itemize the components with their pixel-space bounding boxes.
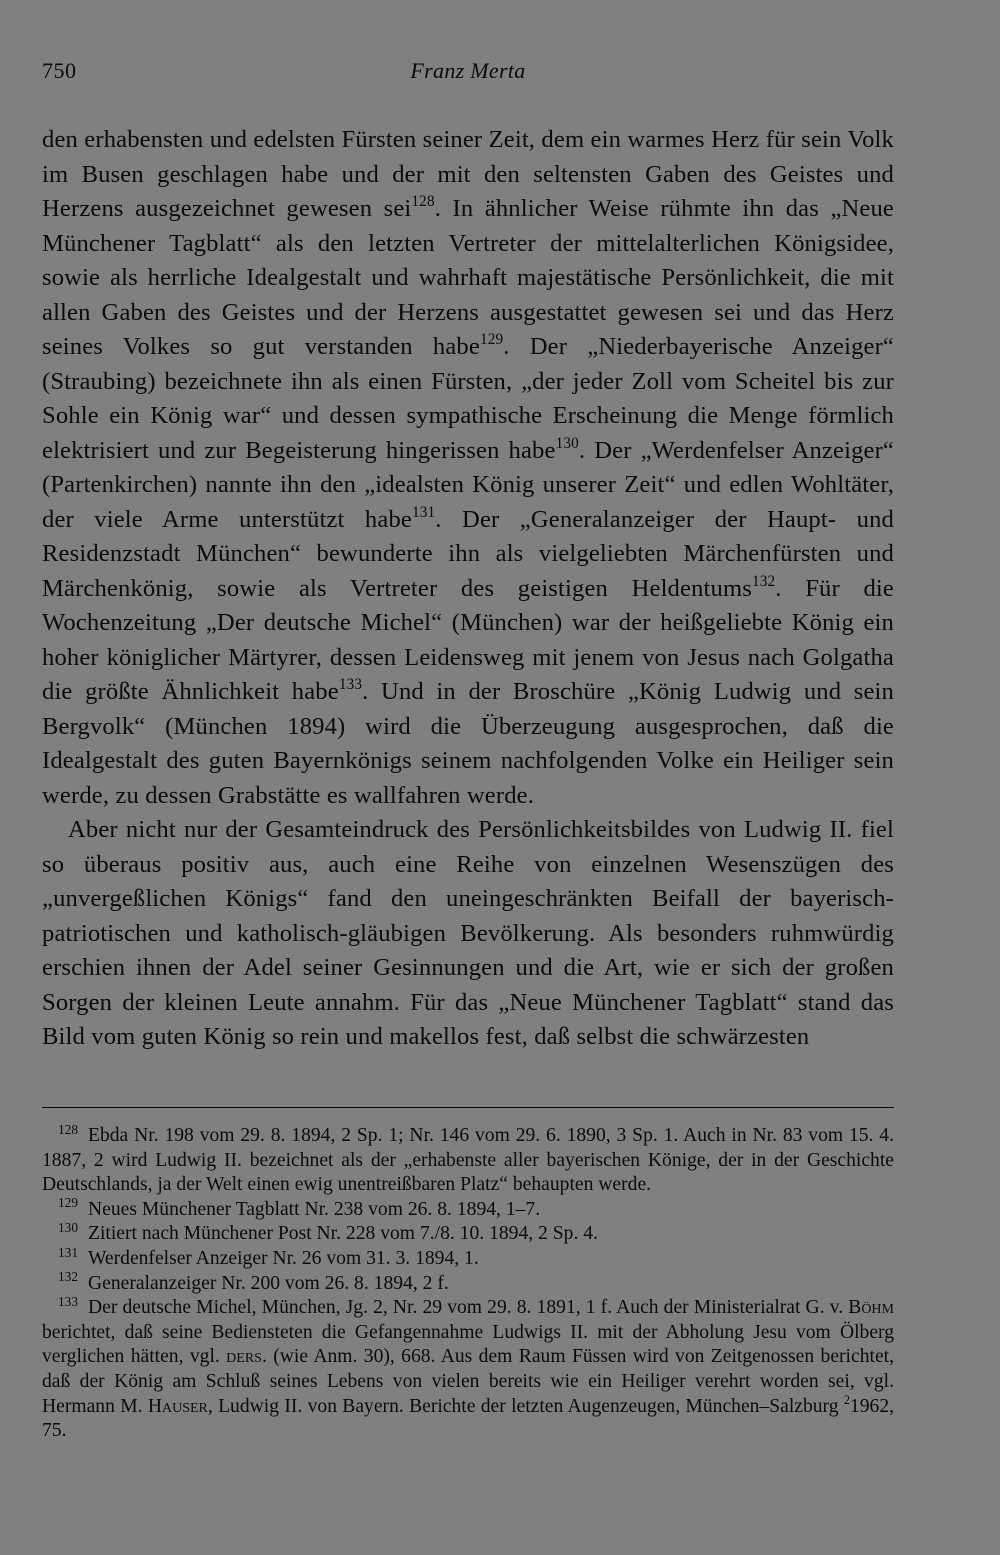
footnote-text: Zitiert nach Münchener Post Nr. 228 vom 7./8. 10. 1894, 2 Sp. 4. [88, 1223, 598, 1245]
text-segment: den erhabensten und edelsten Fürsten seiner Zeit, dem ein warmes Herz für sein Volk im Busen geschlagen habe und der mit den seltensten Gaben des Geistes und Herzens ausgezeichnet gewesen sei [42, 126, 894, 222]
footnote-ref-132[interactable]: 132 [751, 572, 776, 590]
text-segment: . Der „Niederbayerische Anzeiger“ (Straubing) bezeichnete ihn als einen Fürsten, „der jeder Zoll vom Scheitel bis zur Sohle ein König war“ und dessen sympathische Erscheinung die Menge förmlich elektrisiert und zur Begeisterung hingerissen habe [42, 333, 894, 464]
footnote-rule [42, 1107, 894, 1108]
footnote-129: 129 Neues Münchener Tagblatt Nr. 238 vom 26. 8. 1894, 1–7. [58, 1195, 541, 1220]
edition-number: 2 [843, 1392, 850, 1407]
page-number: 750 [42, 58, 77, 83]
footnote-130: 130 Zitiert nach Münchener Post Nr. 228 vom 7./8. 10. 1894, 2 Sp. 4. [58, 1220, 598, 1245]
footnote-text: Der deutsche Michel, München, Jg. 2, Nr. 29 vom 29. 8. 1891, 1 f. Auch der Ministerialrat G. v. [88, 1297, 849, 1319]
footnote-ref-131[interactable]: 131 [411, 503, 436, 521]
footnotes [42, 1121, 895, 1444]
running-head: Franz Merta [410, 58, 526, 83]
text-segment: . Der „Generalanzeiger der Haupt- und Residenzstadt München“ bewunderte ihn als vielgeliebten Märchenfürsten und Märchenkönig, sowie als Vertreter des geistigen Heldentums [42, 505, 894, 602]
text-segment: . Und in der Broschüre „König Ludwig und sein Bergvolk“ (München 1894) wird die Überzeugung ausgesprochen, daß die Idealgestalt des guten Bayernkönigs seinem nachfolgenden Volke ein Heiliger sein werde, zu dessen Grabstätte es wallfahren werde. [42, 678, 894, 809]
author-name: Hauser [147, 1395, 208, 1417]
footnote-text: (wie Anm. 30), 668. Aus dem Raum Füssen wird von Zeitgenossen berichtet, daß der König am Schluß seines Lebens von vielen bereits wie ein Heiliger verehrt worden sei, vgl. Hermann M. [42, 1346, 894, 1417]
text-segment: . Der „Werdenfelser Anzeiger“ (Partenkirchen) nannte ihn den „idealsten König unserer Zeit“ und edlen Wohltäter, der viele Arme unterstützt habe [42, 436, 894, 533]
footnote-ref-129[interactable]: 129 [479, 331, 504, 349]
footnote-text: Neues Münchener Tagblatt Nr. 238 vom 26. 8. 1894, 1–7. [88, 1198, 541, 1220]
footnote-text: Ebda Nr. 198 vom 29. 8. 1894, 2 Sp. 1; Nr. 146 vom 29. 6. 1890, 3 Sp. 1. Auch in Nr. 83 vom 15. 4. 1887, 2 wird Ludwig II. bezeichnet als der „erhabenste aller bayerischen Könige, der in der Geschichte Deutschlands, ja der Welt einen ewig unentreißbaren Platz“ behaupten werde. [42, 1125, 894, 1196]
text-segment: . Für die Wochenzeitung „Der deutsche Michel“ (München) war der heißgeliebte König ein hoher königlicher Märtyrer, dessen Leidensweg mit jenem von Jesus nach Golgatha die größte Ähnlichkeit habe [42, 574, 894, 705]
main-text [42, 123, 894, 1055]
footnote-128: 128 Ebda Nr. 198 vom 29. 8. 1894, 2 Sp. 1; Nr. 146 vom 29. 6. 1890, 3 Sp. 1. Auch in Nr. 83 vom 15. 4. 1887, 2 wird Ludwig II. bezeichnet als der „erhabenste aller bayerischen Könige, der in der Geschichte Deutschlands, ja der Welt einen ewig unentreißbaren Platz“ behaupten werde. [42, 1121, 894, 1196]
footnote-text: 1962, 75. [42, 1395, 895, 1442]
author-ref: ders. [226, 1346, 267, 1368]
footnote-text: berichtet, daß seine Bediensteten die Gefangennahme Ludwigs II. mit der Abholung Jesu vom Ölberg verglichen hätten, vgl. [42, 1321, 894, 1368]
footnote-text: , Ludwig II. von Bayern. Berichte der letzten Augenzeugen, München–Salzburg [207, 1395, 844, 1417]
page-header [42, 58, 894, 88]
footnote-text: Werdenfelser Anzeiger Nr. 26 vom 31. 3. 1894, 1. [88, 1247, 479, 1269]
paragraph-1 [42, 123, 894, 813]
footnote-ref-128[interactable]: 128 [411, 193, 435, 211]
author-name: Böhm [848, 1297, 894, 1319]
paragraph-2: Aber nicht nur der Gesamteindruck des Persönlichkeitsbildes von Ludwig II. fiel so überaus positiv aus, auch eine Reihe von einzelnen Wesenszügen des „unvergeßlichen Königs“ fand den uneingeschränkten Beifall der bayerisch-patriotischen und katholisch-gläubigen Bevölkerung. Als besonders ruhmwürdig erschien ihnen der Adel seiner Gesinnungen und die Art, wie er sich der großen Sorgen der kleinen Leute annahm. Für das „Neue Münchener Tagblatt“ stand das Bild vom guten König so rein und makellos fest, daß selbst die schwärzesten [42, 816, 894, 1050]
footnote-132: 132 Generalanzeiger Nr. 200 vom 26. 8. 1894, 2 f. [58, 1269, 449, 1294]
footnote-ref-133[interactable]: 133 [338, 676, 363, 694]
footnote-text: Generalanzeiger Nr. 200 vom 26. 8. 1894, 2 f. [88, 1272, 449, 1294]
footnote-ref-130[interactable]: 130 [555, 434, 579, 452]
footnote-131: 131 Werdenfelser Anzeiger Nr. 26 vom 31. 3. 1894, 1. [58, 1244, 479, 1269]
text-segment: . In ähnlicher Weise rühmte ihn das „Neue Münchener Tagblatt“ als den letzten Vertreter der mittelalterlichen Königsidee, sowie als herrliche Idealgestalt und wahrhaft majestätische Persönlichkeit, die mit allen Gaben des Geistes und der Herzens ausgestattet gewesen sei und das Herz seines Volkes so gut verstanden habe [42, 195, 895, 360]
footnote-133: 133 Der deutsche Michel, München, Jg. 2, Nr. 29 vom 29. 8. 1891, 1 f. Auch der Ministerialrat G. v. Böhm berichtet, daß seine Bediensteten die Gefangennahme Ludwigs II. mit der Abholung Jesu vom Ölberg verglichen hätten, vgl. ders. (wie Anm. 30), 668. Aus dem Raum Füssen wird von Zeitgenossen berichtet, daß der König am Schluß seines Lebens von vielen bereits wie ein Heiliger verehrt worden sei, vgl. Hermann M. Hauser, Ludwig II. von Bayern. Berichte der letzten Augenzeugen, München–Salzburg $^2$1962, 75. [42, 1293, 895, 1442]
